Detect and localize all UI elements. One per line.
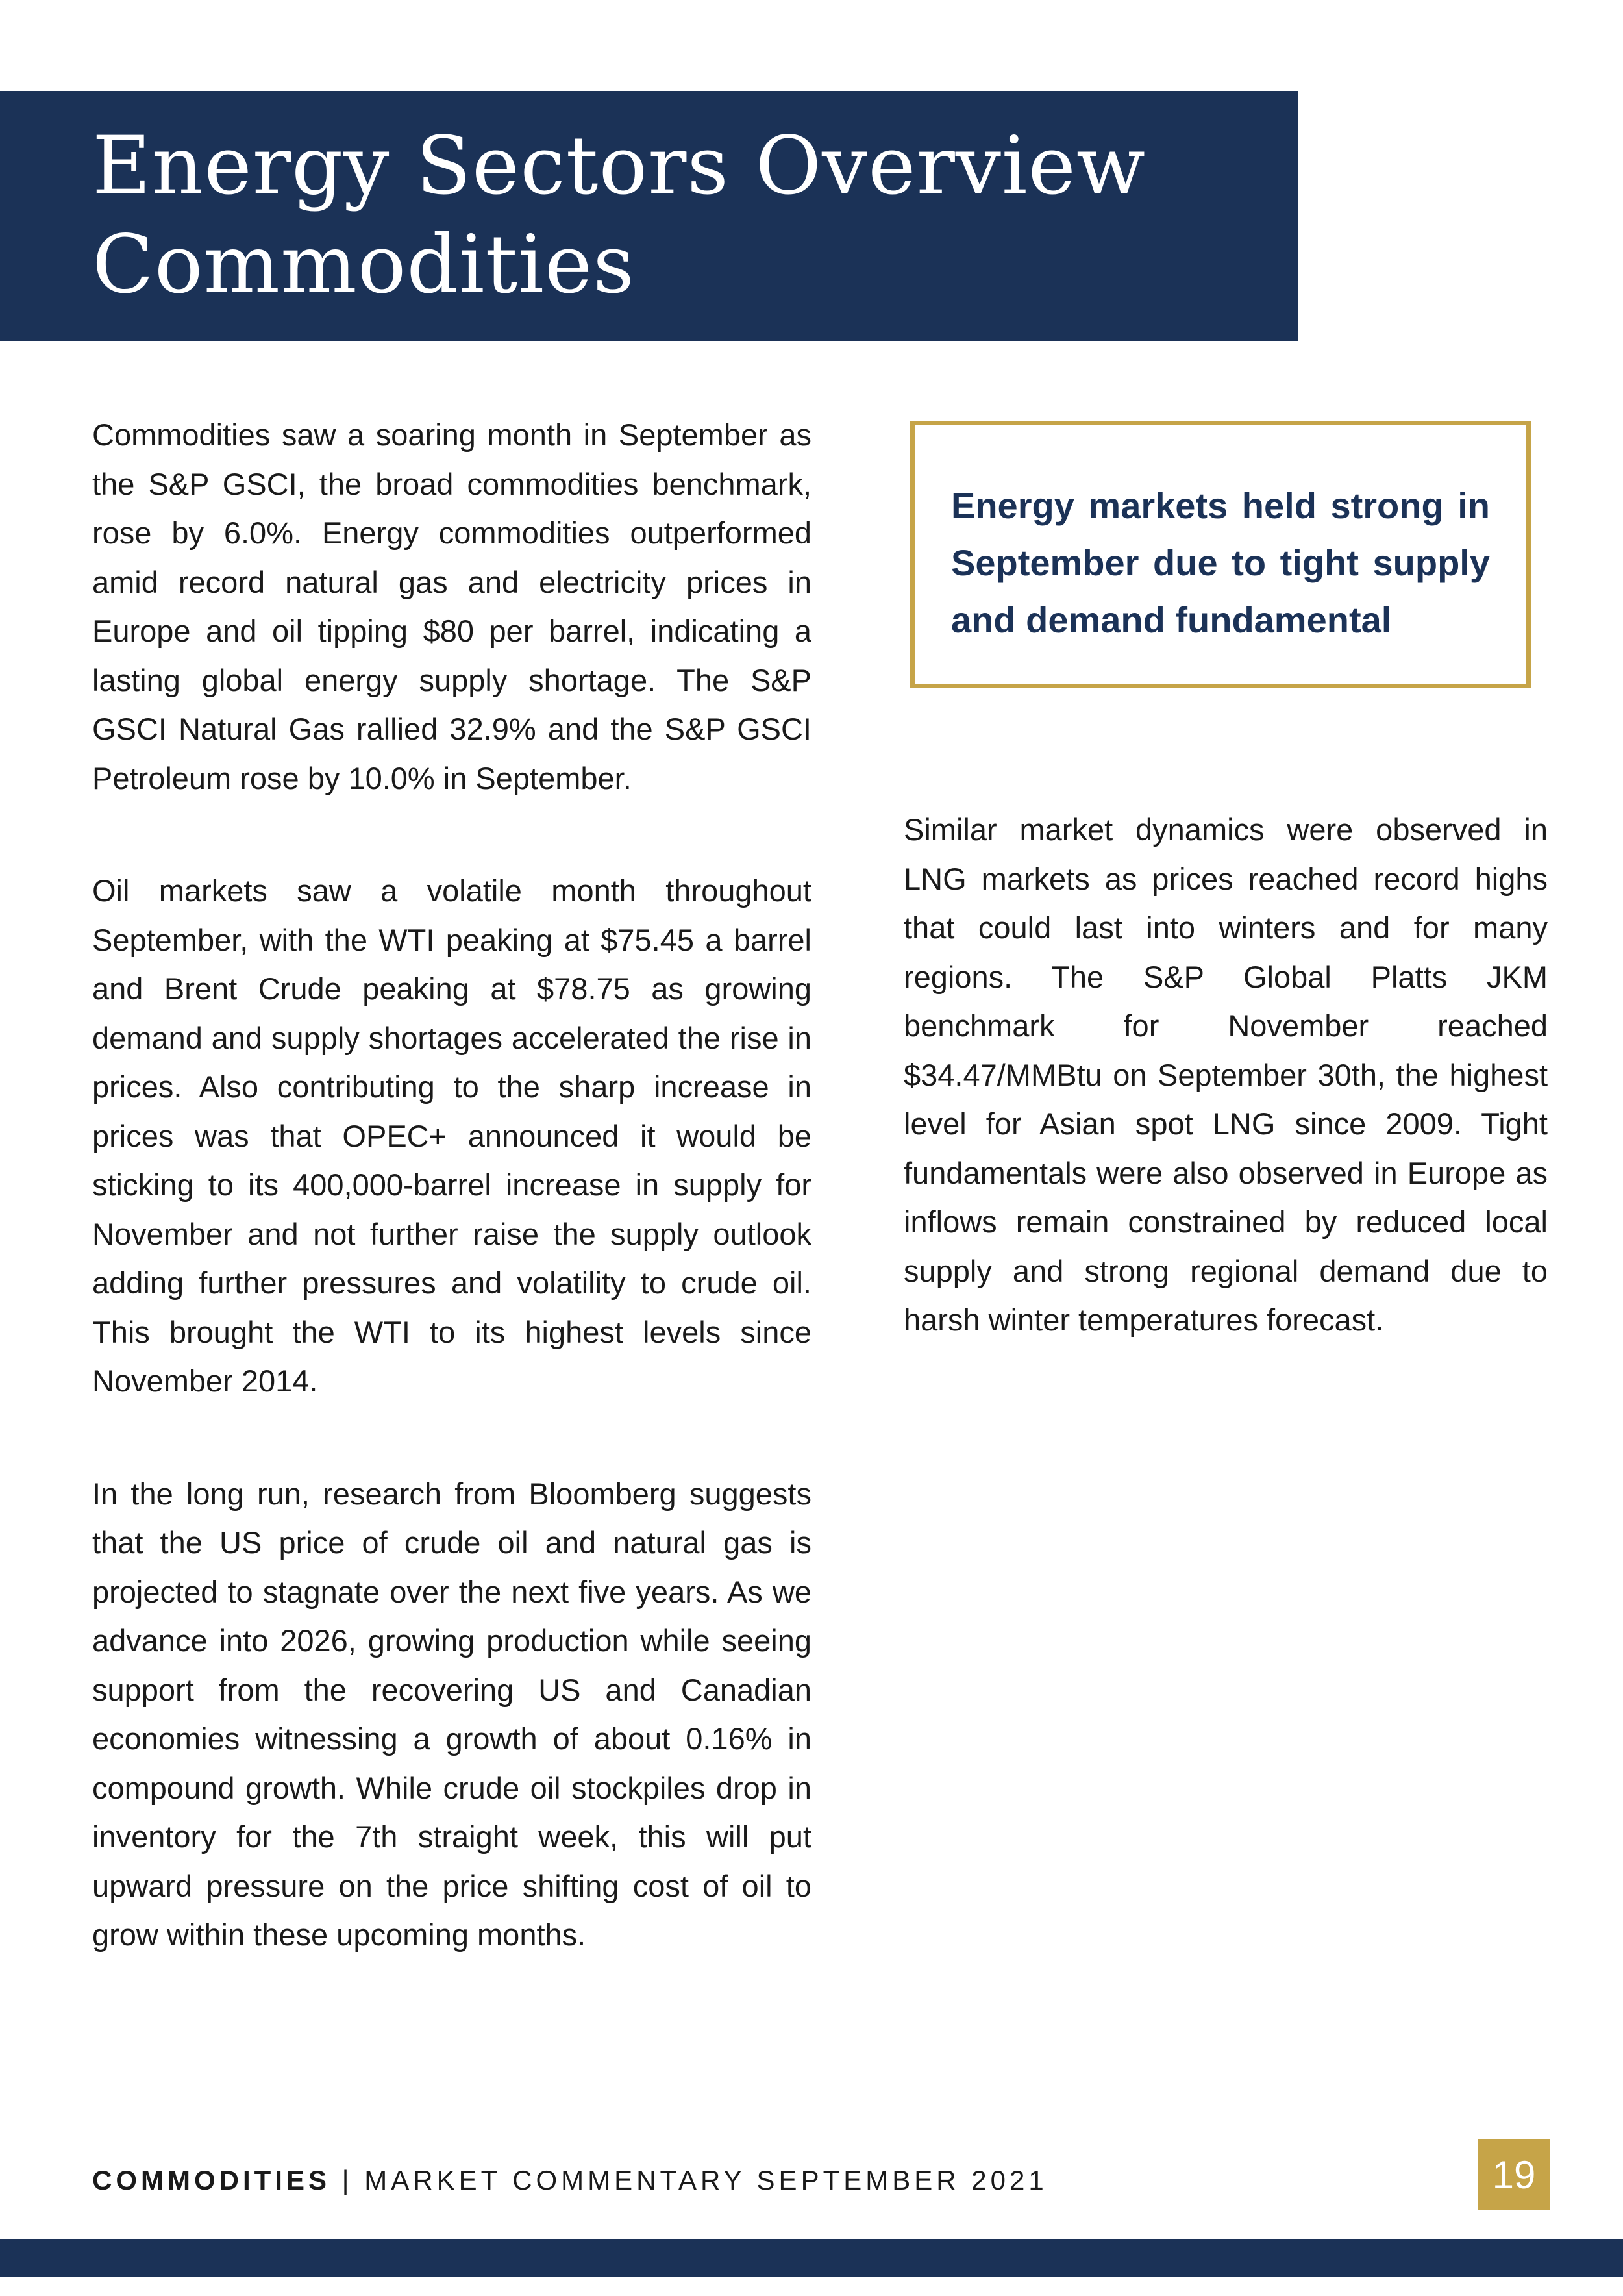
page-title-line-1: Energy Sectors Overview [92,119,1146,213]
right-column [904,805,1548,1345]
paragraph-commodities-overview: Commodities saw a soaring month in September as the S&P GSCI, the broad commodities benchmark, rose by 6.0%. Energy commodities outperformed amid record natural gas and electricity prices in Europe and oil tipping $80 per barrel, indicating a lasting global energy supply shortage. The S&P GSCI Natural Gas rallied 32.9% and the S&P GSCI Petroleum rose by 10.0% in September. [92,418,812,795]
footer [92,2161,1048,2200]
paragraph-lng-markets: Similar market dynamics were observed in LNG markets as prices reached record highs that could last into winters and for many regions. The S&P Global Platts JKM benchmark for November reached $34.47/MMBtu on September 30th, the highest level for Asian spot LNG since 2009. Tight fundamentals were also observed in Europe as inflows remain constrained by reduced local supply and strong regional demand due to harsh winter temperatures forecast. [904,812,1548,1337]
left-column [92,410,812,1960]
footer-separator: | [330,2165,365,2195]
paragraph-long-run-outlook: In the long run, research from Bloomberg suggests that the US price of crude oil and natural gas is projected to stagnate over the next five years. As we advance into 2026, growing production while seeing support from the recovering US and Canadian economies witnessing a growth of about 0.16% in compound growth. While crude oil stockpiles drop in inventory for the 7th straight week, this will put upward pressure on the price shifting cost of oil to grow within these upcoming months. [92,1476,812,1952]
footer-section-label: COMMODITIES [92,2165,330,2195]
title-banner [0,91,1298,341]
page-title [92,117,1146,314]
paragraph-oil-markets: Oil markets saw a volatile month throughout September, with the WTI peaking at $75.45 a barrel and Brent Crude peaking at $78.75 as growing demand and supply shortages accelerated the rise in prices. Also contributing to the sharp increase in prices was that OPEC+ announced it would be sticking to its 400,000-barrel increase in supply for November and not further raise the supply outlook adding further pressures and volatility to crude oil. This brought the WTI to its highest levels since November 2014. [92,873,812,1398]
callout-box [910,421,1531,688]
bottom-band [0,2239,1623,2277]
callout-text: Energy markets held strong in September due to tight supply and demand fundamental [951,485,1490,640]
page-number: 19 [1478,2139,1550,2210]
page-title-line-2: Commodities [92,218,635,312]
footer-publication: MARKET COMMENTARY SEPTEMBER 2021 [364,2165,1048,2195]
